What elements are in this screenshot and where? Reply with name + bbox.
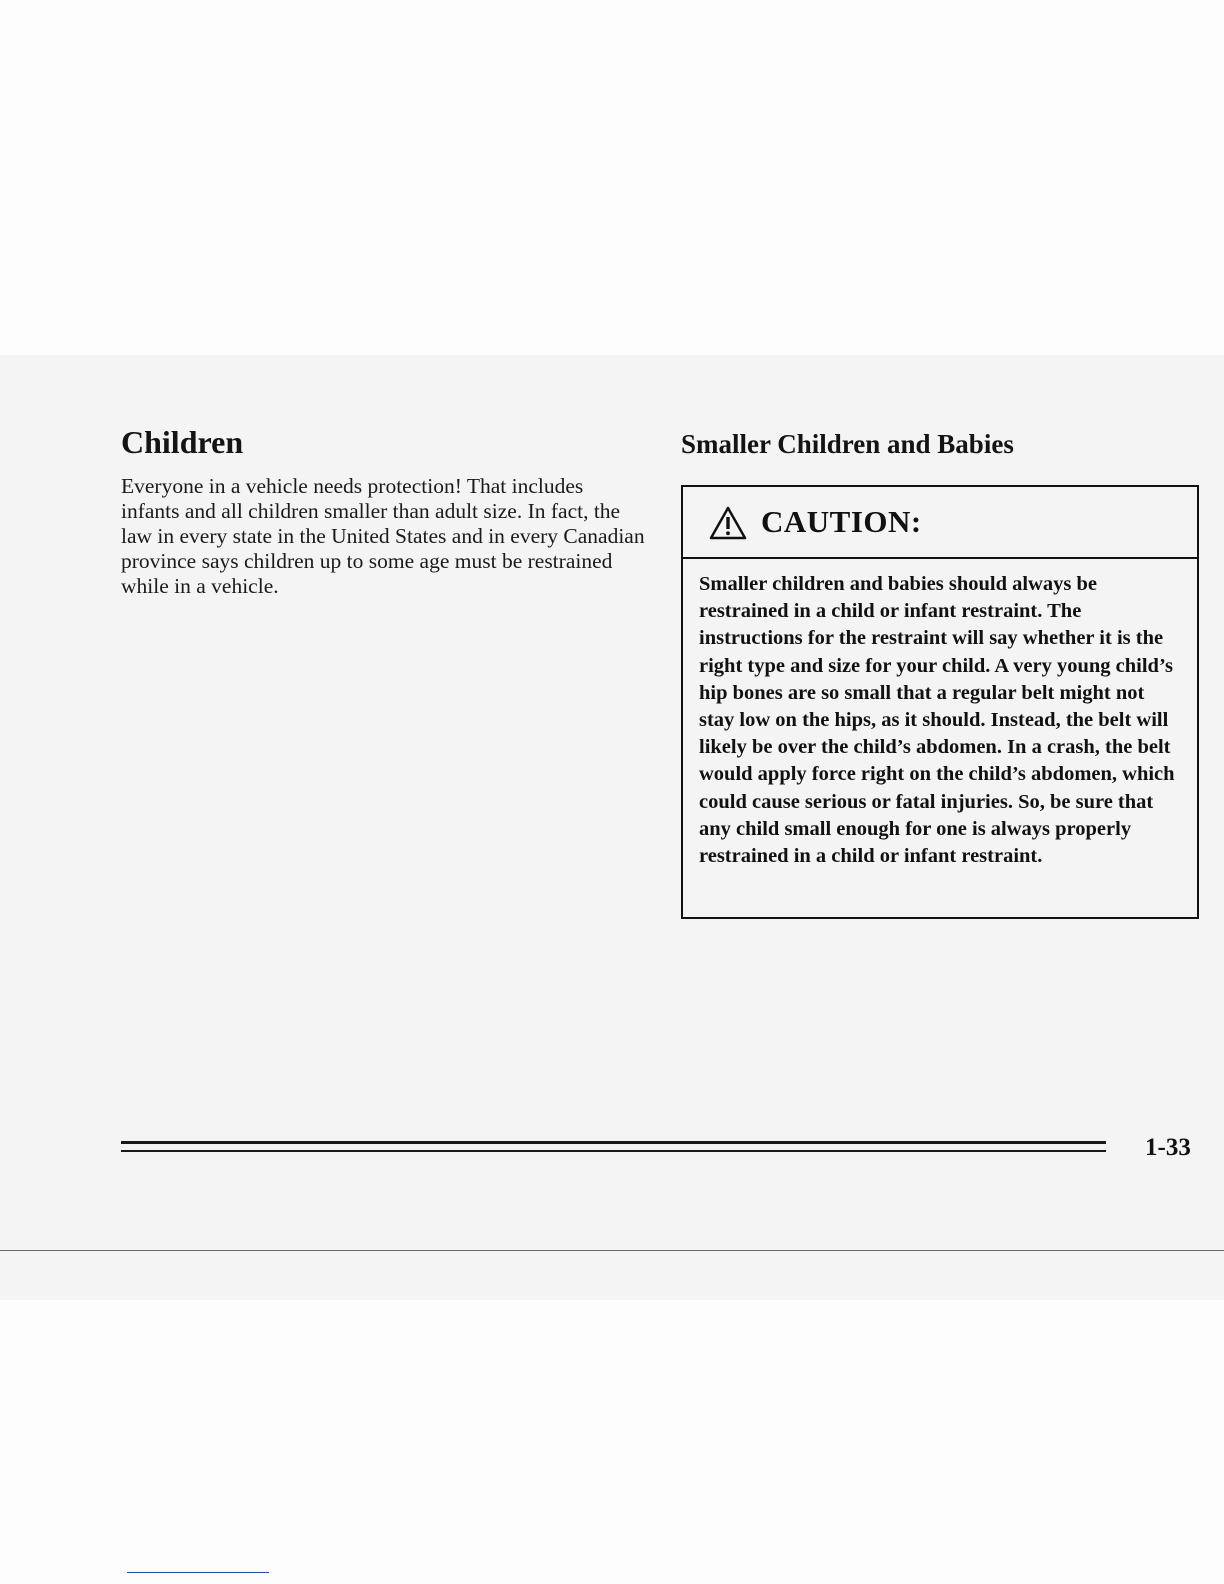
caution-label: CAUTION: bbox=[761, 504, 922, 539]
page-number: 1-33 bbox=[1145, 1134, 1191, 1161]
warning-triangle-icon bbox=[709, 506, 747, 540]
children-body-text: Everyone in a vehicle needs protection! That includes infants and all children smaller than adult size. In fact, the law in every state in the United States and in every Canadian province says children up to some age must be restrained while in a vehicle. bbox=[121, 474, 645, 598]
section-title-smaller-children: Smaller Children and Babies bbox=[681, 429, 1014, 459]
section-title-children: Children bbox=[121, 424, 244, 460]
caution-header bbox=[683, 487, 1197, 559]
caution-text: Smaller children and babies should always be restrained in a child or infant restraint. The instructions for the restraint will say whether it is the right type and size for your child. A very young child’s hip bones are so small that a regular belt might not stay low on the hips, as it should. Instead, the belt will likely be over the child’s abdomen. In a crash, the belt would apply force right on the child’s abdomen, which could cause serious or fatal injuries. So, be sure that any child small enough for one is always properly restrained in a child or infant restraint. bbox=[699, 573, 1175, 868]
footer-rule-thick bbox=[121, 1141, 1106, 1144]
caution-box bbox=[681, 485, 1199, 919]
footer-rule-thin bbox=[121, 1150, 1106, 1152]
bottom-stub-line bbox=[127, 1572, 269, 1573]
band-bottom-rule bbox=[0, 1250, 1224, 1251]
